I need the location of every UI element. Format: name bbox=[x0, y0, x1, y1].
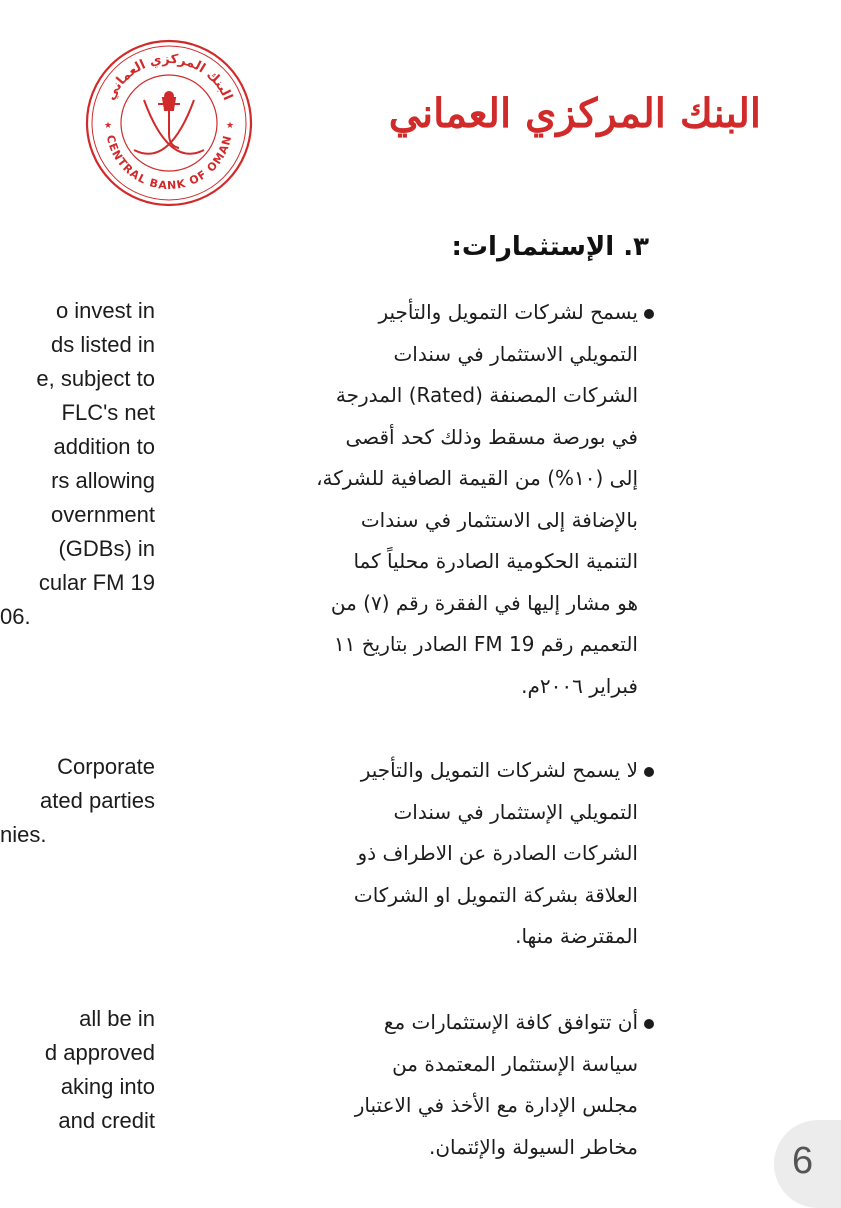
arabic-line: التنمية الحكومية الصادرة محلياً كما bbox=[353, 549, 638, 573]
page-number: 6 bbox=[792, 1140, 814, 1182]
bullet-icon bbox=[644, 1019, 654, 1029]
bullet-icon bbox=[644, 309, 654, 319]
arabic-line: الشركات المصنفة (Rated) المدرجة bbox=[335, 383, 638, 407]
english-line: aking into bbox=[60, 1074, 155, 1099]
english-item-3 bbox=[0, 1006, 155, 1146]
arabic-line: لا يسمح لشركات التمويل والتأجير bbox=[360, 758, 638, 782]
english-line: Corporate bbox=[57, 754, 155, 779]
arabic-line: بالإضافة إلى الاستثمار في سندات bbox=[360, 507, 638, 532]
english-line: ds listed in bbox=[51, 332, 155, 357]
page-number-tab bbox=[774, 1120, 841, 1208]
arabic-line: مخاطر السيولة والإئتمان. bbox=[429, 1134, 638, 1159]
arabic-line: التمويلي الإستثمار في سندات bbox=[393, 799, 638, 824]
arabic-line: سياسة الإستثمار المعتمدة من bbox=[392, 1051, 638, 1076]
arabic-line: في بورصة مسقط وذلك كحد أقصى bbox=[345, 424, 638, 449]
arabic-line: التعميم رقم FM 19 الصادر بتاريخ ١١ bbox=[333, 632, 638, 656]
bank-name-title: البنك المركزي العماني bbox=[388, 90, 761, 137]
arabic-line: أن تتوافق كافة الإستثمارات مع bbox=[383, 1010, 638, 1034]
english-line: FLC's net bbox=[61, 400, 155, 425]
english-line: rs allowing bbox=[51, 468, 155, 493]
arabic-line: هو مشار إليها في الفقرة رقم (٧) من bbox=[330, 590, 638, 615]
english-item-1 bbox=[0, 298, 155, 658]
english-line: e, subject to bbox=[36, 366, 155, 391]
arabic-line: فبراير ٢٠٠٦م. bbox=[521, 673, 638, 698]
arabic-line: المقترضة منها. bbox=[515, 924, 638, 948]
english-line: and credit bbox=[58, 1108, 155, 1133]
seal-arabic-text: البنك المركزي العماني bbox=[103, 51, 235, 103]
arabic-line: مجلس الإدارة مع الأخذ في الاعتبار bbox=[354, 1093, 638, 1117]
arabic-line: التمويلي الاستثمار في سندات bbox=[393, 341, 638, 366]
svg-text:CENTRAL BANK OF OMAN bbox=[104, 134, 235, 193]
english-line: o invest in bbox=[55, 298, 155, 323]
seal-star-left-icon: ★ bbox=[103, 121, 113, 131]
english-line: cular FM 19 bbox=[38, 570, 155, 595]
bullet-icon bbox=[644, 767, 654, 777]
arabic-line: الشركات الصادرة عن الاطراف ذو bbox=[357, 841, 638, 865]
central-bank-seal-logo bbox=[84, 38, 254, 208]
english-line: 06. bbox=[0, 604, 31, 629]
english-line: addition to bbox=[53, 434, 155, 459]
seal-english-text: CENTRAL BANK OF OMAN bbox=[103, 133, 235, 193]
khanjar-emblem-icon bbox=[134, 92, 204, 154]
english-line: (GDBs) in bbox=[58, 536, 155, 561]
arabic-line: يسمح لشركات التمويل والتأجير bbox=[378, 300, 638, 324]
english-line: all be in bbox=[79, 1006, 155, 1031]
english-line: d approved bbox=[44, 1040, 155, 1065]
seal-star-right-icon: ★ bbox=[225, 121, 235, 131]
english-item-2 bbox=[0, 754, 155, 864]
arabic-line: إلى (١٠%) من القيمة الصافية للشركة، bbox=[316, 466, 638, 490]
arabic-item-1 bbox=[178, 292, 638, 707]
section-heading: ٣. الإستثمارات: bbox=[451, 232, 649, 262]
arabic-item-2 bbox=[178, 750, 638, 958]
arabic-line: العلاقة بشركة التمويل او الشركات bbox=[353, 882, 638, 907]
english-line: overnment bbox=[51, 502, 155, 527]
english-line: ated parties bbox=[40, 788, 155, 813]
english-line: nies. bbox=[0, 822, 47, 847]
arabic-item-3 bbox=[178, 1002, 638, 1168]
